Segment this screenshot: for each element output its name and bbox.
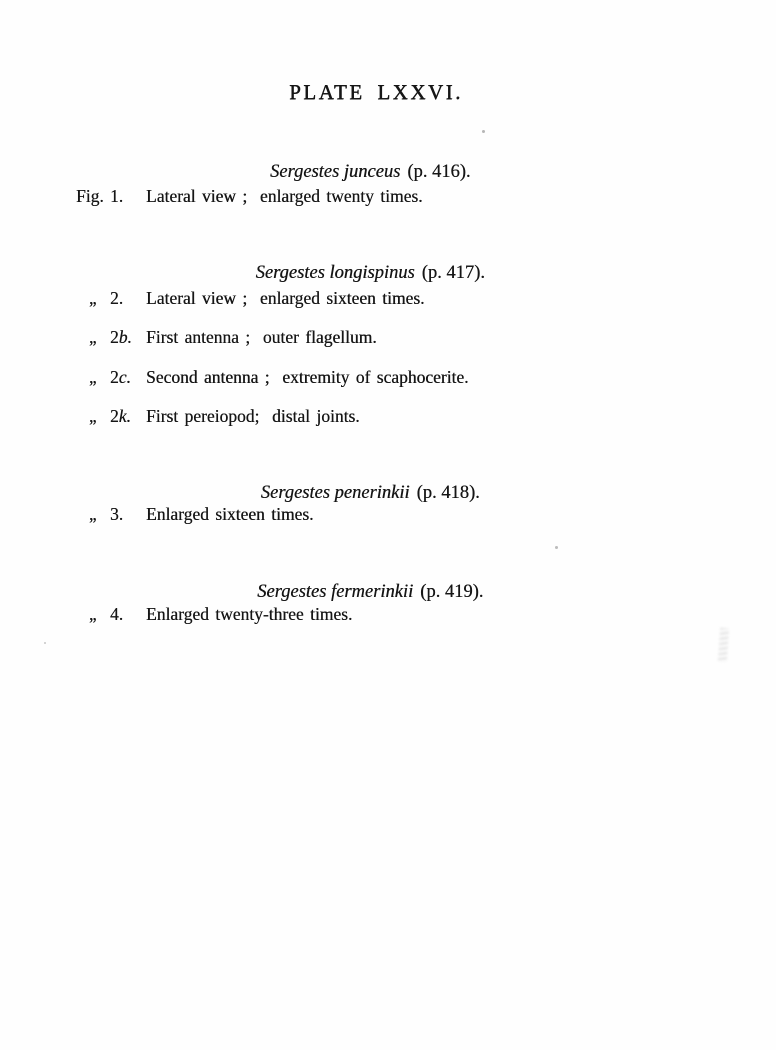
figure-description: First pereiopod; distal joints. [146, 406, 360, 426]
figure-number: 4. [110, 604, 124, 624]
figure-entry-2b [76, 327, 377, 348]
figure-prefix: Fig. [76, 186, 104, 206]
species-name: Sergestes penerinkii [260, 483, 410, 503]
figure-description: Lateral view ; enlarged sixteen times. [146, 288, 425, 308]
ditto-mark: ,, [89, 504, 96, 524]
figure-number: 2c. [110, 367, 131, 387]
figure-description: Enlarged twenty-three times. [146, 604, 353, 624]
figure-entry-1 [76, 186, 423, 207]
page-reference: (p. 419). [420, 582, 484, 602]
page-reference: (p. 417). [421, 263, 485, 283]
figure-description: Lateral view ; enlarged twenty times. [146, 186, 423, 206]
species-name: Sergestes longispinus [255, 263, 415, 283]
ditto-mark: ,, [89, 604, 96, 624]
figure-number: 3. [110, 504, 124, 524]
ink-speck [482, 130, 485, 133]
scan-smudge [718, 628, 729, 663]
species-name: Sergestes junceus [269, 162, 401, 182]
figure-entry-2c [76, 367, 469, 388]
plate-title: PLATE LXXVI. [289, 80, 463, 104]
ditto-mark: ,, [89, 327, 96, 347]
ditto-mark: ,, [89, 406, 96, 426]
figure-number: 2. [110, 288, 124, 308]
figure-number: 2b. [110, 327, 132, 347]
figure-entry-2k [76, 406, 360, 427]
species-name: Sergestes fermerinkii [257, 582, 414, 602]
figure-entry-3 [76, 504, 313, 525]
ditto-mark: ,, [89, 288, 96, 308]
figure-description: Second antenna ; extremity of scaphocerite. [146, 367, 469, 387]
ink-speck [44, 642, 46, 644]
ink-speck [555, 546, 558, 549]
page-reference: (p. 416). [407, 162, 471, 182]
ditto-mark: ,, [89, 367, 96, 387]
figure-number: 1. [110, 186, 124, 206]
figure-entry-4 [76, 604, 352, 625]
figure-description: Enlarged sixteen times. [146, 504, 314, 524]
figure-number: 2k. [110, 406, 131, 426]
figure-entry-2 [76, 288, 424, 309]
page-reference: (p. 418). [416, 483, 480, 503]
figure-description: First antenna ; outer flagellum. [146, 327, 377, 347]
